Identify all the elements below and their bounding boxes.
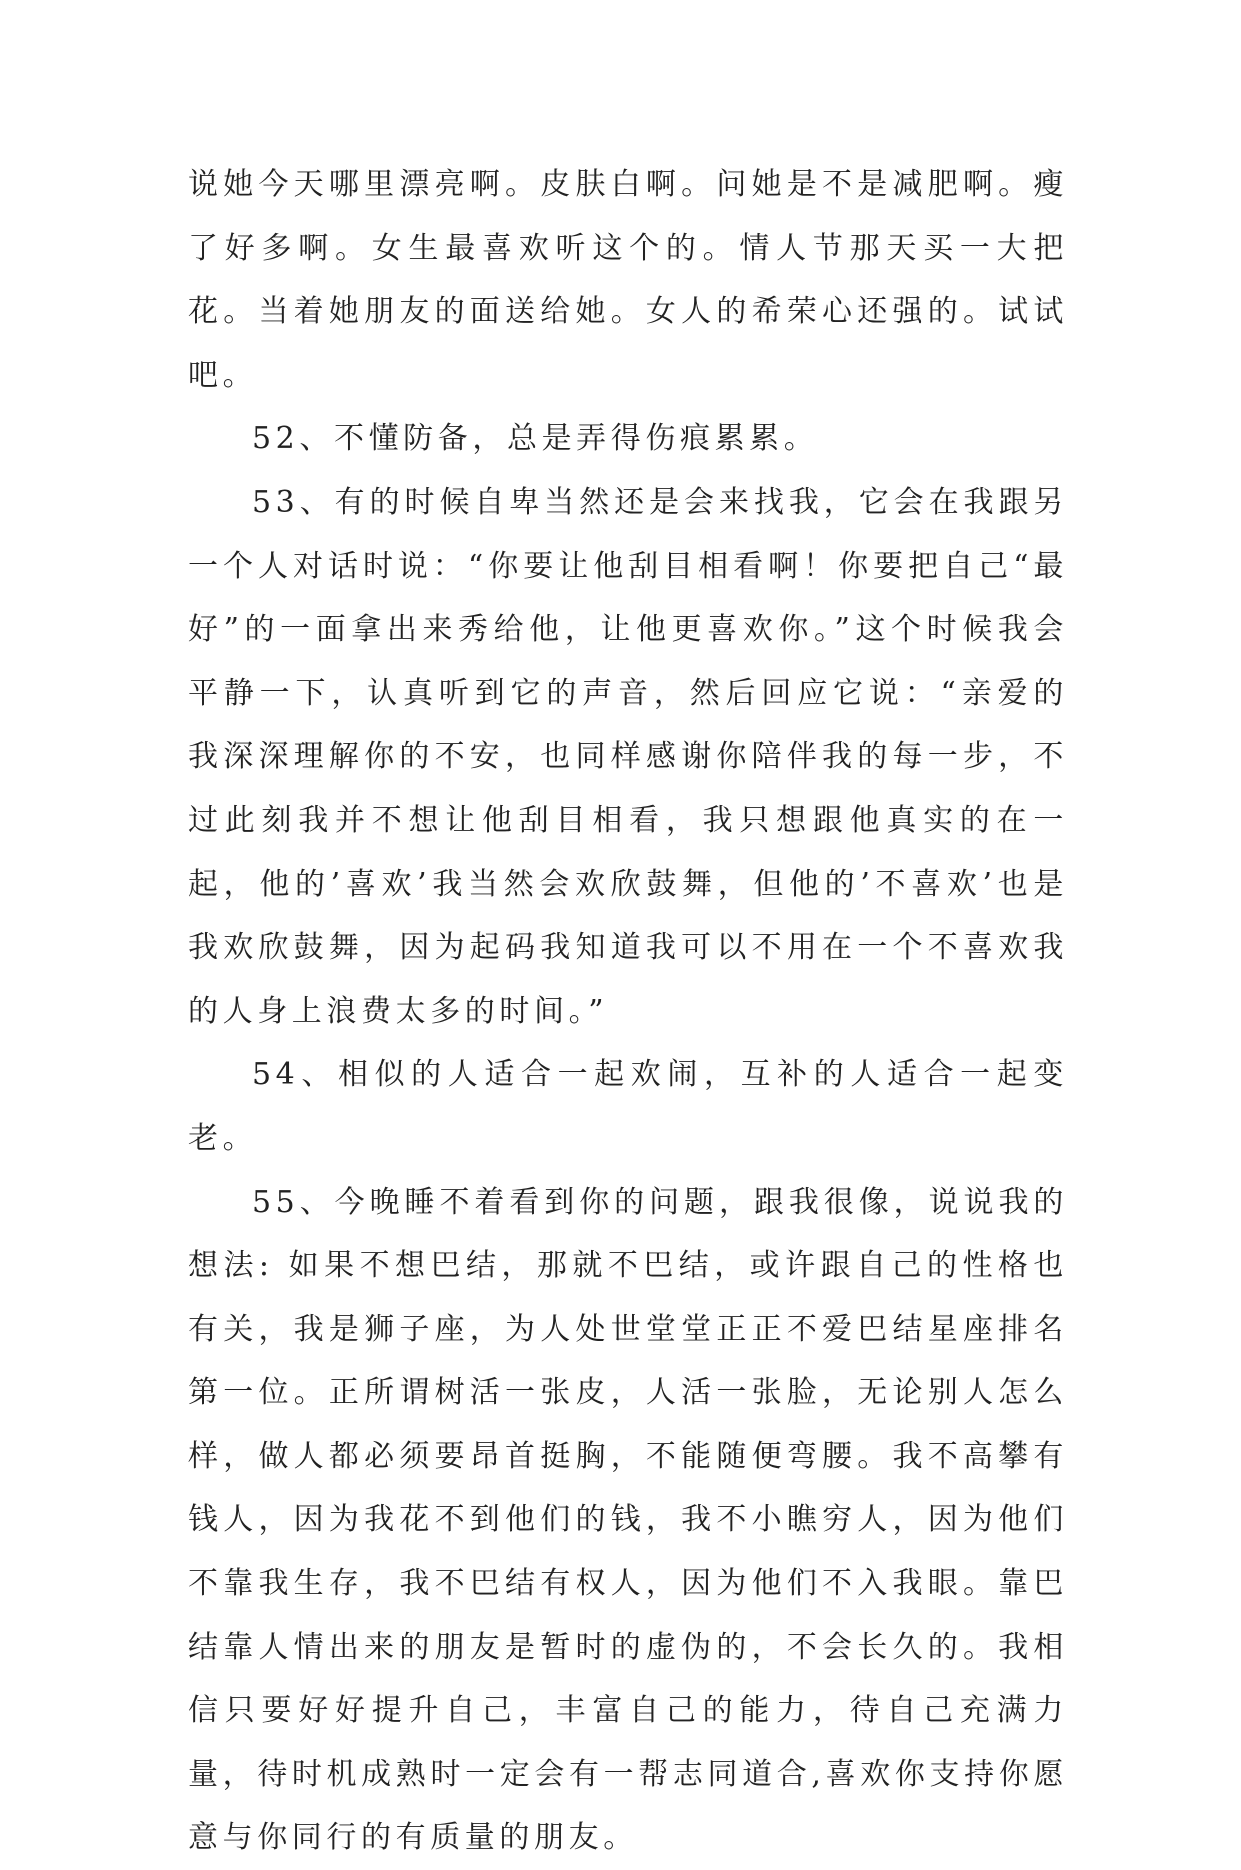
paragraph-53: 53、有的时候自卑当然还是会来找我，它会在我跟另一个人对话时说：“你要让他刮目相看啊！你要把自己“最好”的一面拿出来秀给他，让他更喜欢你。”这个时候我会平静一下，认真听到它的声音，然后回应它说：“亲爱的我深深理解你的不安，也同样感谢你陪伴我的每一步，不过此刻我并不想让他刮目相看，我只想跟他真实的在一起，他的’喜欢’我当然会欢欣鼓舞，但他的’不喜欢’也是我欢欣鼓舞，因为起码我知道我可以不用在一个不喜欢我的人身上浪费太多的时间。” [188,471,1068,1043]
paragraph-55: 55、今晚睡不着看到你的问题，跟我很像，说说我的想法: 如果不想巴结，那就不巴结，或许跟自己的性格也有关，我是狮子座，为人处世堂堂正正不爱巴结星座排名第一位。正所谓树活一张皮，人活一张脸，无论别人怎么样，做人都必须要昂首挺胸，不能随便弯腰。我不高攀有钱人，因为我花不到他们的钱，我不小瞧穷人，因为他们不靠我生存，我不巴结有权人，因为他们不入我眼。靠巴结靠人情出来的朋友是暂时的虚伪的，不会长久的。我相信只要好好提升自己，丰富自己的能力，待自己充满力量，待时机成熟时一定会有一帮志同道合,喜欢你支持你愿意与你同行的有质量的朋友。 [188,1171,1068,1870]
paragraph-52: 52、不懂防备，总是弄得伤痕累累。 [188,407,1068,471]
paragraph-51-continued: 说她今天哪里漂亮啊。皮肤白啊。问她是不是减肥啊。瘦了好多啊。女生最喜欢听这个的。情人节那天买一大把花。当着她朋友的面送给她。女人的希荣心还强的。试试吧。 [188,153,1068,407]
document-body [188,153,1068,1870]
paragraph-54: 54、相似的人适合一起欢闹，互补的人适合一起变老。 [188,1043,1068,1170]
